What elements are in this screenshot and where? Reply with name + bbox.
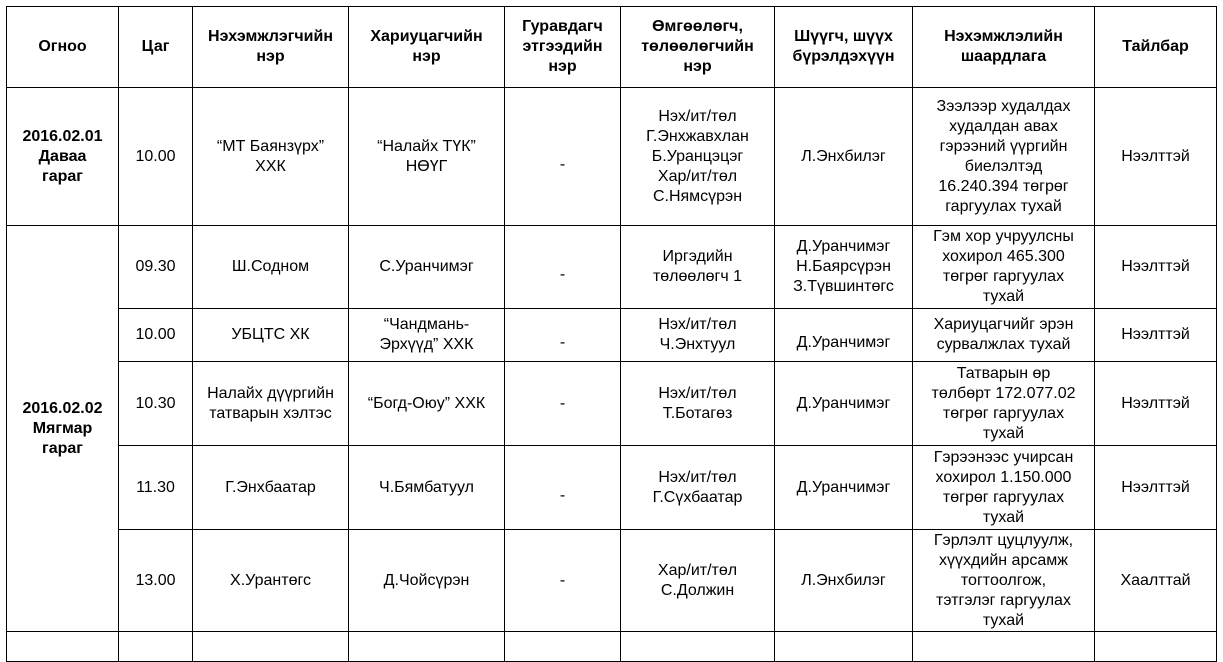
plaintiff-cell: “МТ Баянзүрх” ХХК: [193, 88, 349, 226]
judge-cell: Д.Уранчимэг: [775, 362, 913, 446]
defendant-cell: Ч.Бямбатуул: [349, 446, 505, 530]
time-cell: 10.30: [119, 362, 193, 446]
third-party-cell: -: [505, 88, 621, 226]
plaintiff-cell: Г.Энхбаатар: [193, 446, 349, 530]
time-cell: 11.30: [119, 446, 193, 530]
plaintiff-cell: УБЦТС ХК: [193, 309, 349, 362]
note-cell: Хаалттай: [1095, 530, 1217, 632]
attorney-cell: Нэх/ит/төл Г.Сүхбаатар: [621, 446, 775, 530]
judge-cell: Д.Уранчимэг Н.Баярсүрэн З.Түвшинтөгс: [775, 226, 913, 309]
defendant-cell: “Чандмань- Эрхүүд” ХХК: [349, 309, 505, 362]
table-row: [7, 88, 1217, 226]
defendant-cell: С.Уранчимэг: [349, 226, 505, 309]
attorney-cell: Иргэдийн төлөөлөгч 1: [621, 226, 775, 309]
note-cell: Нээлттэй: [1095, 309, 1217, 362]
header-third-party: Гуравдагч этгээдийн нэр: [505, 7, 621, 88]
claim-cell: Хариуцагчийг эрэн сурвалжлах тухай: [913, 309, 1095, 362]
table-row: [7, 226, 1217, 309]
empty-cell: [119, 632, 193, 662]
time-cell: 13.00: [119, 530, 193, 632]
claim-cell: Татварын өр төлбөрт 172.077.02 төгрөг гаргуулах тухай: [913, 362, 1095, 446]
header-note: Тайлбар: [1095, 7, 1217, 88]
header-date: Огноо: [7, 7, 119, 88]
judge-cell: Л.Энхбилэг: [775, 530, 913, 632]
court-schedule-table: [6, 6, 1217, 662]
time-cell: 09.30: [119, 226, 193, 309]
note-cell: Нээлттэй: [1095, 446, 1217, 530]
empty-cell: [349, 632, 505, 662]
claim-cell: Гэрлэлт цуцлуулж, хүүхдийн арсамж тогтоолгож, тэтгэлэг гаргуулах тухай: [913, 530, 1095, 632]
plaintiff-cell: Ш.Содном: [193, 226, 349, 309]
empty-cell: [1095, 632, 1217, 662]
claim-cell: Зээлээр худалдах худалдан авах гэрээний үүргийн биелэлтэд 16.240.394 төгрөг гаргуулах тухай: [913, 88, 1095, 226]
empty-cell: [193, 632, 349, 662]
header-attorney: Өмгөөлөгч, төлөөлөгчийн нэр: [621, 7, 775, 88]
header-time: Цаг: [119, 7, 193, 88]
note-cell: Нээлттэй: [1095, 362, 1217, 446]
header-defendant: Хариуцагчийн нэр: [349, 7, 505, 88]
attorney-cell: Нэх/ит/төл Г.Энхжавхлан Б.Уранцэцэг Хар/ит/төл С.Нямсүрэн: [621, 88, 775, 226]
table-row: [7, 309, 1217, 362]
judge-cell: Д.Уранчимэг: [775, 446, 913, 530]
third-party-cell: -: [505, 446, 621, 530]
table-row: [7, 362, 1217, 446]
plaintiff-cell: Х.Урантөгс: [193, 530, 349, 632]
table-row-cut-off: [7, 632, 1217, 662]
table-row: [7, 530, 1217, 632]
time-cell: 10.00: [119, 88, 193, 226]
empty-cell: [775, 632, 913, 662]
date-cell: 2016.02.01 Даваа гараг: [7, 88, 119, 226]
header-claim: Нэхэмжлэлийн шаардлага: [913, 7, 1095, 88]
header-judge: Шүүгч, шүүх бүрэлдэхүүн: [775, 7, 913, 88]
note-cell: Нээлттэй: [1095, 226, 1217, 309]
claim-cell: Гэрээнээс учирсан хохирол 1.150.000 төгрөг гаргуулах тухай: [913, 446, 1095, 530]
third-party-cell: -: [505, 362, 621, 446]
third-party-cell: -: [505, 226, 621, 309]
empty-cell: [621, 632, 775, 662]
empty-cell: [7, 632, 119, 662]
header-row: [7, 7, 1217, 88]
plaintiff-cell: Налайх дүүргийн татварын хэлтэс: [193, 362, 349, 446]
table-row: [7, 446, 1217, 530]
time-cell: 10.00: [119, 309, 193, 362]
attorney-cell: Нэх/ит/төл Т.Ботагөз: [621, 362, 775, 446]
defendant-cell: “Налайх ТҮК” НӨҮГ: [349, 88, 505, 226]
claim-cell: Гэм хор учруулсны хохирол 465.300 төгрөг гаргуулах тухай: [913, 226, 1095, 309]
empty-cell: [913, 632, 1095, 662]
defendant-cell: “Богд-Оюу” ХХК: [349, 362, 505, 446]
empty-cell: [505, 632, 621, 662]
note-cell: Нээлттэй: [1095, 88, 1217, 226]
third-party-cell: -: [505, 530, 621, 632]
attorney-cell: Нэх/ит/төл Ч.Энхтуул: [621, 309, 775, 362]
date-cell: 2016.02.02 Мягмар гараг: [7, 226, 119, 632]
judge-cell: Д.Уранчимэг: [775, 309, 913, 362]
header-plaintiff: Нэхэмжлэгчийн нэр: [193, 7, 349, 88]
attorney-cell: Хар/ит/төл С.Должин: [621, 530, 775, 632]
judge-cell: Л.Энхбилэг: [775, 88, 913, 226]
third-party-cell: -: [505, 309, 621, 362]
defendant-cell: Д.Чойсүрэн: [349, 530, 505, 632]
